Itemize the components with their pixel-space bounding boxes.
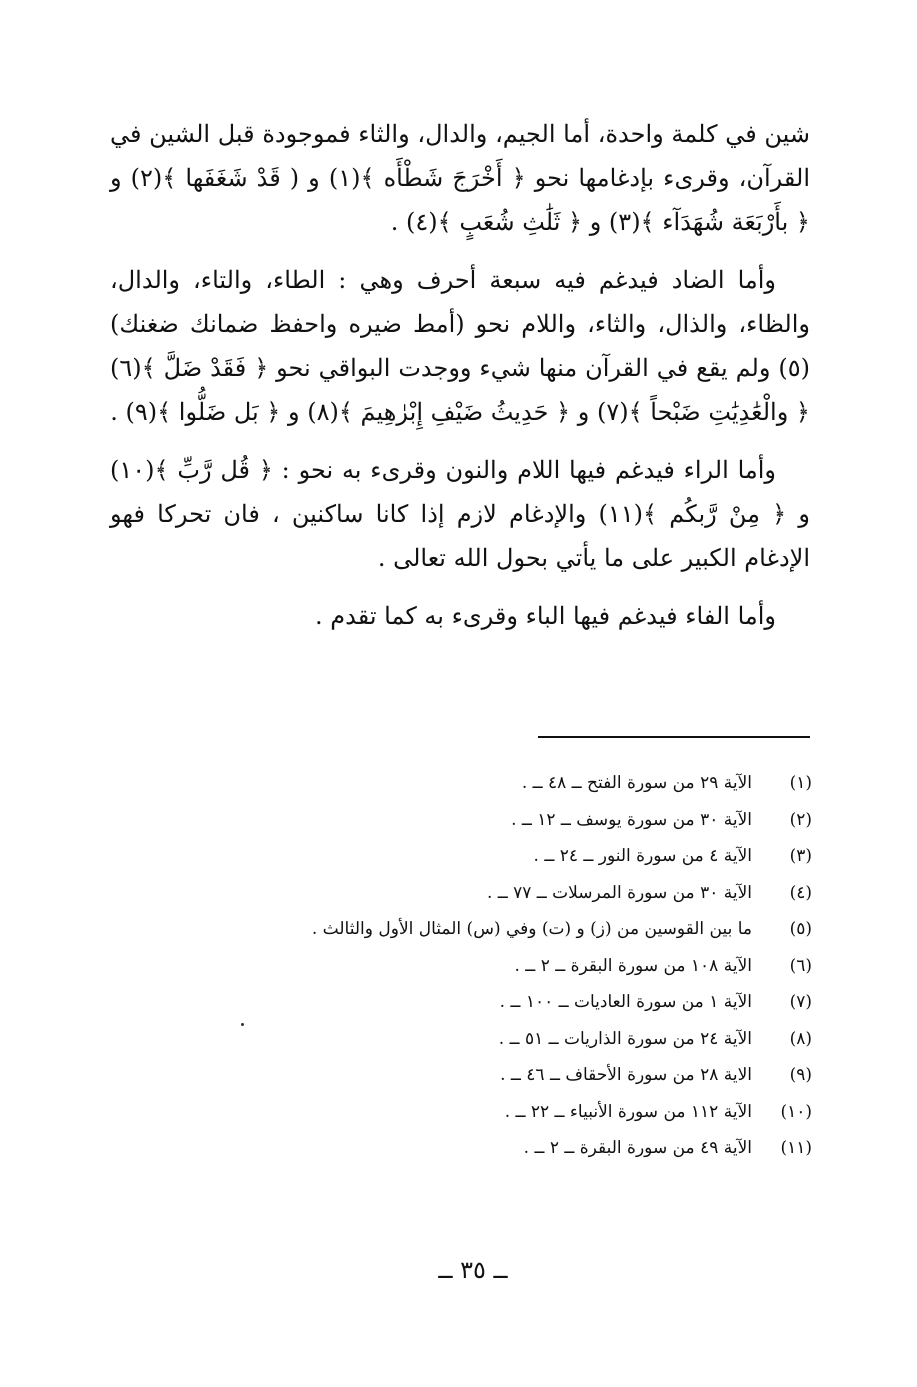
paragraph-2: وأما الضاد فيدغم فيه سبعة أحرف وهي : الطاء، والتاء، والدال، والظاء، والذال، والثاء، واللام نحو (أمط ضيره واحفظ ضمانك ضغنك)(٥) ولم يقع في القرآن منها شيء ووجدت البواقي نحو ﴿ فَقَدْ ضَلَّ ﴾(٦) ﴿ والْعَٰدِيَٰتِ ضَبْحاً ﴾(٧) و ﴿ حَدِيثُ ضَيْفِ إِبْرٰهِيمَ ﴾(٨) و ﴿ بَل ضَلُّوا ﴾(٩) . [110, 266, 811, 426]
footnote-number: (٢) [789, 809, 812, 830]
footnote-number: (٦) [789, 955, 812, 976]
footnote-item [110, 1094, 812, 1131]
paragraph-3: وأما الراء فيدغم فيها اللام والنون وقرىء به نحو : ﴿ قُل رَّبِّ ﴾(١٠) و ﴿ مِنْ رَّبكُم ﴾(١١) والإدغام لازم إذا كانا ساكنين ، فان تحركا فهو الإدغام الكبير على ما يأتي بحول الله تعالى . [110, 456, 810, 572]
footnote-text: الآية ١ من سورة العاديات ــ ١٠٠ ــ . [499, 992, 752, 1012]
footnote-item [110, 765, 812, 802]
footnotes [110, 765, 812, 1167]
footnote-text: ما بين القوسين من (ز) و (ت) وفي (س) المثال الأول والثالث . [311, 919, 752, 939]
footnote-number: (٣) [789, 846, 812, 866]
footnote-item [110, 838, 812, 875]
paragraph-4: وأما الفاء فيدغم فيها الباء وقرىء به كما تقدم . [315, 602, 776, 630]
scan-speck [241, 1023, 244, 1026]
footnote-item [110, 875, 812, 912]
footnote-text: الآية ٣٠ من سورة يوسف ــ ١٢ ــ . [511, 809, 752, 830]
footnote-text: الاية ٢٨ من سورة الأحقاف ــ ٤٦ ــ . [500, 1065, 752, 1085]
footnote-number: (٧) [789, 992, 812, 1012]
footnote-item [110, 1130, 812, 1167]
footnote-text: الآية ٢٤ من سورة الذاريات ــ ٥١ ــ . [498, 1028, 752, 1049]
main-text [110, 112, 810, 652]
footnote-item [110, 1021, 812, 1058]
footnote-item [110, 1057, 812, 1094]
footnote-item [110, 984, 812, 1021]
footnote-text: الآية ٢٩ من سورة الفتح ــ ٤٨ ــ . [521, 773, 752, 793]
footnote-text: الآية ١١٢ من سورة الأنبياء ــ ٢٢ ــ . [504, 1101, 752, 1122]
footnote-number: (١١) [780, 1138, 812, 1158]
footnote-number: (٤) [789, 882, 812, 903]
footnote-item [110, 911, 812, 948]
footnote-number: (١) [789, 773, 812, 793]
footnote-item [110, 948, 812, 985]
page-number: ــ ٣٥ ــ [438, 1256, 508, 1284]
footnote-text: الآية ٣٠ من سورة المرسلات ــ ٧٧ ــ . [486, 882, 752, 903]
footnote-number: (٩) [789, 1065, 812, 1085]
footnote-item [110, 802, 812, 839]
footnote-number: (٨) [789, 1028, 812, 1049]
footnote-separator [538, 736, 810, 738]
footnote-text: الآية ١٠٨ من سورة البقرة ــ ٢ ــ . [514, 955, 752, 976]
footnote-text: الآية ٤٩ من سورة البقرة ــ ٢ ــ . [523, 1138, 752, 1158]
footnote-number: (٥) [789, 919, 812, 939]
paragraph-1: شين في كلمة واحدة، أما الجيم، والدال، والثاء فموجودة قبل الشين في القرآن، وقرىء بإدغامها نحو ﴿ أَخْرَجَ شَطْأَه ﴾(١) و ( قَدْ شَغَفَها ﴾(٢) و ﴿ بأَرْبَعَة شُهَدَآء ﴾(٣) و ﴿ ثَلَٰثِ شُعَبٍ ﴾(٤) . [110, 120, 810, 236]
footnote-text: الآية ٤ من سورة النور ــ ٢٤ ــ . [533, 846, 752, 866]
footnote-number: (١٠) [780, 1101, 812, 1122]
